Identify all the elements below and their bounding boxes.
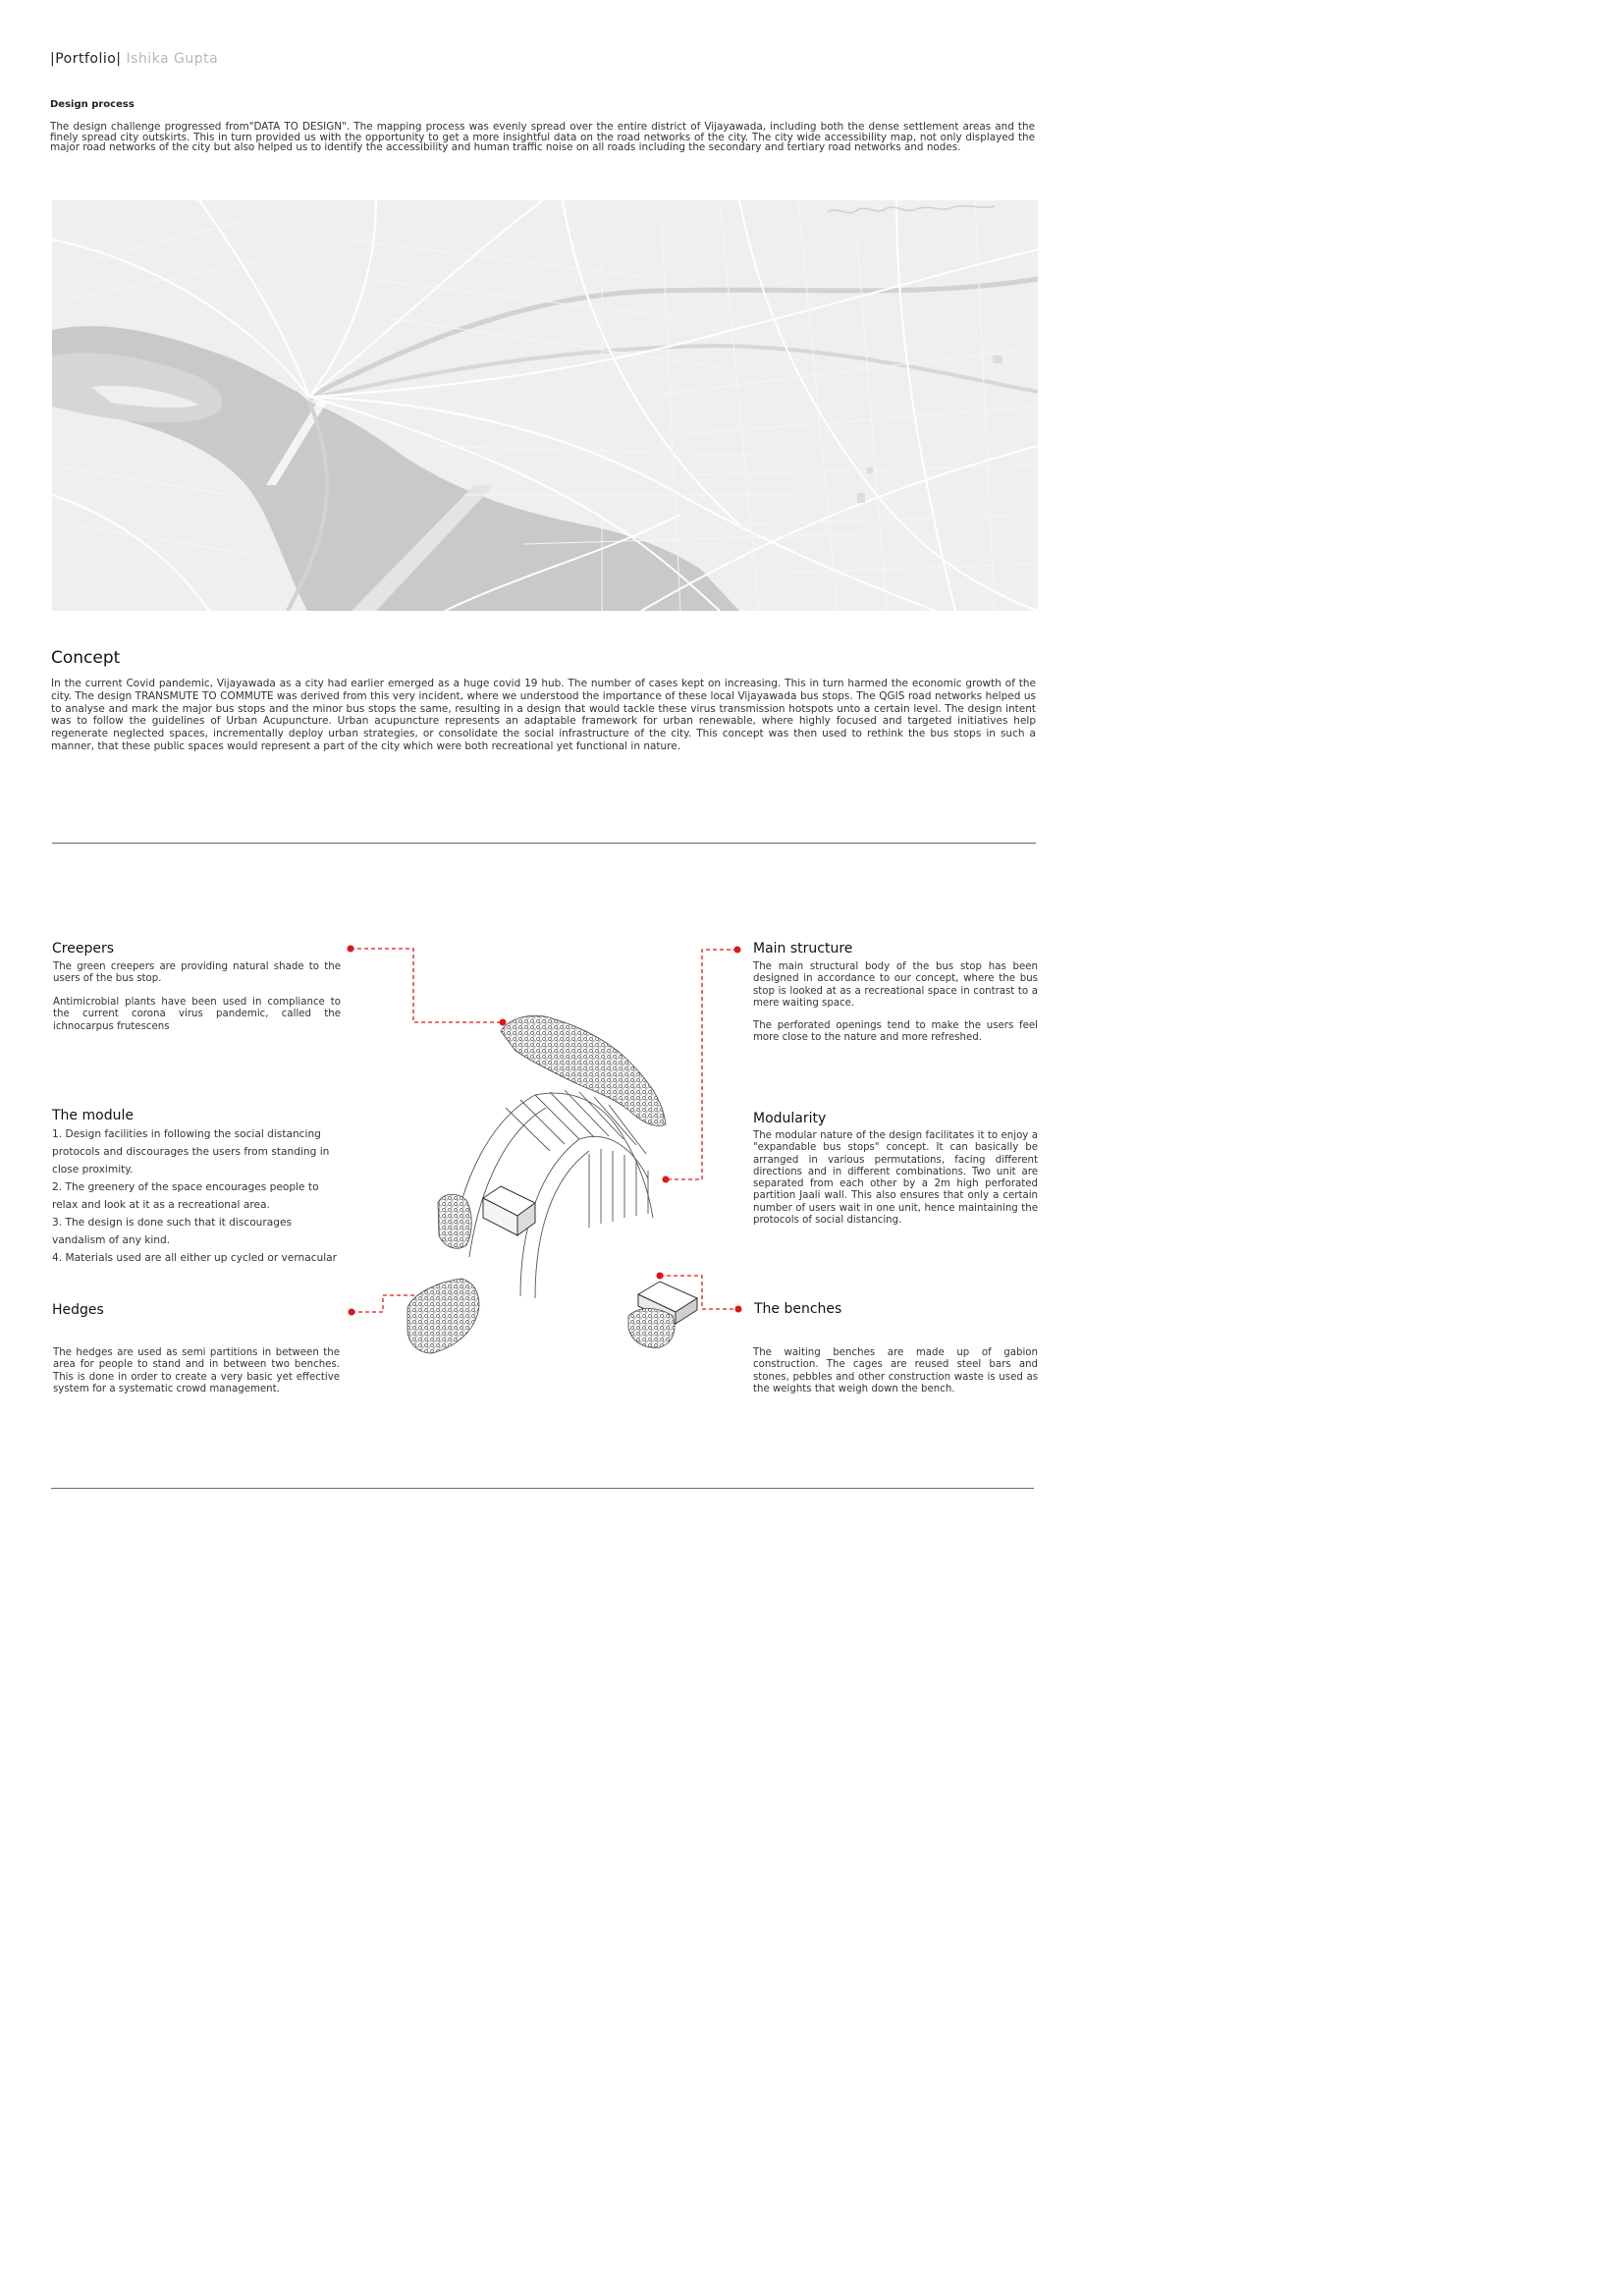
bench-shrub	[628, 1309, 675, 1348]
leader-dot-benches-start	[657, 1273, 664, 1280]
design-process-text: The design challenge progressed from"DATA TO DESIGN". The mapping process was evenly spread over the entire district of Vijayawada, including both the dense settlement areas and the finely spread city outskirts. This in turn provided us with the opportunity to get a more insightful data on the road networks of the city. The city wide accessibility map, not only displayed the major road networks of the city but also helped us to identify the accessibility and human traffic noise on all roads including the secondary and tertiary road networks and nodes.	[50, 121, 1035, 153]
design-process-heading: Design process	[50, 99, 135, 110]
creepers-canopy	[501, 1015, 666, 1125]
main-structure-text-1: The main structural body of the bus stop has been designed in accordance to our concept, where the bus stop is looked at as a recreational space in contrast to a mere waiting space.	[753, 961, 1038, 1009]
creepers-text-2: Antimicrobial plants have been used in compliance to the current corona virus pandemic, called the ichnocarpus frutescens	[53, 997, 341, 1032]
author-name: Ishika Gupta	[121, 51, 219, 67]
module-item-4: 4. Materials used are all either up cycled or vernacular	[52, 1252, 338, 1264]
leader-dot-creepers-end	[500, 1019, 507, 1026]
modularity-text: The modular nature of the design facilitates it to enjoy a "expandable bus stops" concept. It can basically be arranged in various permutations, facing different directions and in different combinations. Two unit are separated from each other by a 2m high perforated partition Jaali wall. This also ensures that only a certain number of users wait in one unit, hence maintaining the protocols of social distancing.	[753, 1130, 1038, 1227]
leader-hedges	[352, 1295, 426, 1312]
leader-main-structure	[666, 950, 737, 1179]
main-structure-arch	[452, 1090, 653, 1298]
leader-dot-benches-end	[735, 1306, 742, 1313]
creepers-text-1: The green creepers are providing natural shade to the users of the bus stop.	[53, 961, 341, 985]
map-graphic	[52, 200, 1038, 611]
module-item-3: 3. The design is done such that it discourages vandalism of any kind.	[52, 1217, 292, 1246]
inner-shrub	[438, 1194, 471, 1248]
concept-text: In the current Covid pandemic, Vijayawada as a city had earlier emerged as a huge covid 19 hub. The number of cases kept on increasing. This in turn harmed the economic growth of the city. The design TRANSMUTE TO COMMUTE was derived from this very incident, where we understood the importance of these local Vijayawada bus stops. The QGIS road networks helped us to analyse and mark the major bus stops and the minor bus stops the same, resulting in a design that would tackle these virus transmission hotspots unto a certain level. The design intent was to follow the guidelines of Urban Acupuncture. Urban acupuncture represents an adaptable framework for urban renewable, where highly focused and targeted initiatives help regenerate neglected spaces, incrementally deploy urban strategies, or consolidate the social infrastructure of the city. This concept was then used to rethink the bus stops in such a manner, that these public spaces would represent a part of the city which were both recreational yet functional in nature.	[51, 678, 1036, 752]
leader-creepers	[351, 949, 503, 1022]
module-item-2: 2. The greenery of the space encourages people to relax and look at it as a recreational area.	[52, 1181, 319, 1211]
concept-title: Concept	[51, 648, 121, 668]
leader-benches	[660, 1276, 738, 1309]
leader-dot-hedges-start	[349, 1309, 355, 1316]
main-structure-text-2: The perforated openings tend to make the users feel more close to the nature and more refreshed.	[753, 1020, 1038, 1044]
module-list	[52, 1125, 342, 1267]
hedges-title: Hedges	[52, 1302, 104, 1318]
portfolio-label: |Portfolio|	[50, 51, 122, 67]
benches-text: The waiting benches are made up of gabion construction. The cages are reused steel bars and stones, pebbles and other construction waste is used as the weights that weigh down the bench.	[753, 1347, 1038, 1394]
leader-dot-main-start	[734, 947, 741, 954]
creepers-title: Creepers	[52, 941, 114, 957]
module-item-1: 1. Design facilities in following the social distancing protocols and discourages the users from standing in close proximity.	[52, 1128, 330, 1175]
portfolio-header	[50, 51, 218, 67]
benches-title: The benches	[754, 1301, 842, 1317]
leader-dot-hedges-end	[423, 1292, 430, 1299]
module-title: The module	[52, 1108, 134, 1123]
main-structure-title: Main structure	[753, 941, 853, 957]
leader-dot-main-end	[663, 1176, 670, 1183]
leader-dot-creepers-start	[348, 946, 354, 953]
gabion-bench	[638, 1282, 697, 1324]
hedges-block	[407, 1279, 479, 1353]
section-divider-bottom	[51, 1488, 1034, 1489]
inner-bench	[483, 1186, 535, 1235]
hedges-text: The hedges are used as semi partitions in between the area for people to stand and in between two benches. This is done in order to create a very basic yet effective system for a systematic crowd management.	[53, 1347, 340, 1394]
city-road-map	[52, 200, 1038, 611]
modularity-title: Modularity	[753, 1111, 827, 1126]
section-divider-top	[52, 843, 1036, 844]
